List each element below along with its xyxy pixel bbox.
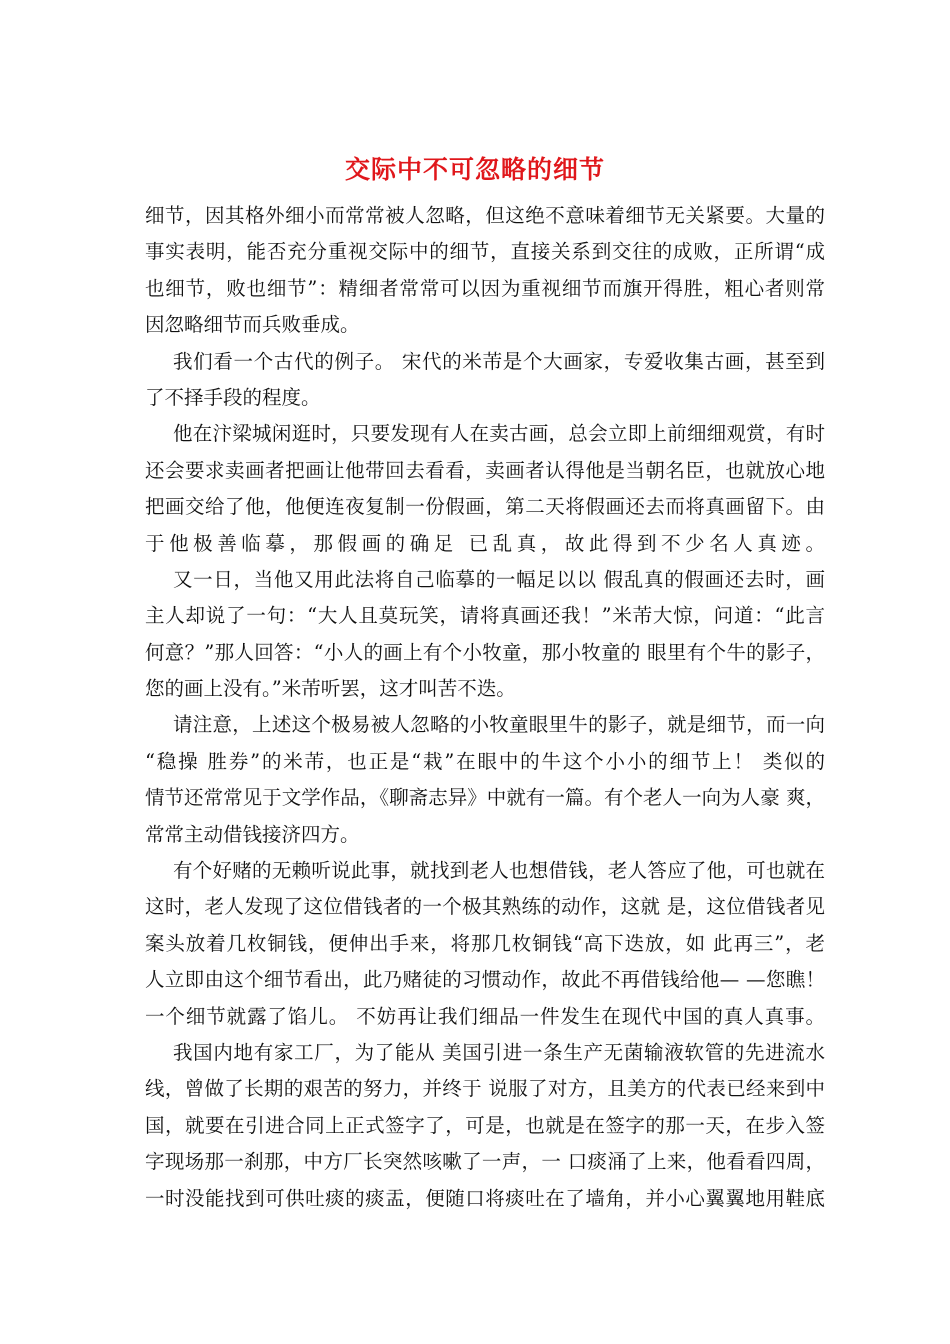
text-line: 我们看一个古代的例子。 宋代的米芾是个大画家，专爱收集古画，甚至到: [173, 349, 826, 373]
text-line: “稳操 胜券”的米芾，也正是“栽”在眼中的牛这个小小的细节上！ 类似的: [145, 749, 827, 773]
text-line: 案头放着几枚铜钱，便伸出手来，将那几枚铜钱“高下迭放，如 此再三”，老: [145, 931, 826, 955]
text-line: 这时，老人发现了这位借钱者的一个极其熟练的动作，这就 是，这位借钱者见: [145, 895, 826, 919]
text-line: 还会要求卖画者把画让他带回去看看，卖画者认得他是当朝名臣，也就放心地: [145, 458, 826, 482]
text-line: 因忽略细节而兵败垂成。: [145, 313, 360, 337]
text-line: 人立即由这个细节看出，此乃赌徒的习惯动作，故此不再借钱给他— —您瞧！: [145, 968, 826, 992]
text-line: 事实表明，能否充分重视交际中的细节，直接关系到交往的成败，正所谓“成: [145, 240, 826, 264]
text-line: 他在汴梁城闲逛时，只要发现有人在卖古画，总会立即上前细细观赏，有时: [173, 422, 826, 446]
text-line: 把画交给了他，他便连夜复制一份假画，第二天将假画还去而将真画留下。由: [145, 495, 826, 519]
text-line: 线，曾做了长期的艰苦的努力，并终于 说服了对方，且美方的代表已经来到中: [145, 1077, 826, 1101]
text-line: 字现场那一刹那，中方厂长突然咳嗽了一声，一 口痰涌了上来，他看看四周，: [145, 1150, 826, 1174]
text-line: 常常主动借钱接济四方。: [145, 822, 360, 846]
document-body: [145, 198, 830, 1217]
text-line: 一个细节就露了馅儿。 不妨再让我们细品一件发生在现代中国的真人真事。: [145, 1004, 826, 1028]
text-line: 于他极善临摹，那假画的确足 已乱真，故此得到不少名人真迹。: [145, 531, 830, 555]
text-line: 国，就要在引进合同上正式签字了，可是，也就是在签字的那一天，在步入签: [145, 1113, 826, 1137]
text-line: 细节，因其格外细小而常常被人忽略，但这绝不意味着细节无关紧要。大量的: [145, 204, 826, 227]
text-line: 一时没能找到可供吐痰的痰盂，便随口将痰吐在了墙角，并小心翼翼地用鞋底: [145, 1186, 826, 1210]
text-line: 主人却说了一句：“大人且莫玩笑，请将真画还我！”米芾大惊，问道：“此言: [145, 604, 826, 628]
text-line: 请注意，上述这个极易被人忽略的小牧童眼里牛的影子，就是细节，而一向: [173, 713, 826, 737]
document-title: 交际中不可忽略的细节: [344, 155, 605, 184]
text-line: 您的画上没有。”米芾听罢，这才叫苦不迭。: [145, 677, 516, 701]
text-line: 了不择手段的程度。: [145, 385, 321, 409]
text-line: 情节还常常见于文学作品，《聊斋志异》中就有一篇。有个老人一向为人豪 爽，: [145, 786, 826, 810]
text-line: 我国内地有家工厂，为了能从 美国引进一条生产无菌输液软管的先进流水: [173, 1040, 826, 1064]
text-line: 有个好赌的无赖听说此事，就找到老人也想借钱，老人答应了他，可也就在: [173, 859, 826, 883]
text-line: 何意？”那人回答：“小人的画上有个小牧童，那小牧童的 眼里有个牛的影子，: [145, 640, 826, 664]
text-line: 也细节，败也细节”：精细者常常可以因为重视细节而旗开得胜，粗心者则常: [145, 276, 826, 300]
text-line: 又一日，当他又用此法将自己临摹的一幅足以以 假乱真的假画还去时，画: [173, 567, 826, 591]
